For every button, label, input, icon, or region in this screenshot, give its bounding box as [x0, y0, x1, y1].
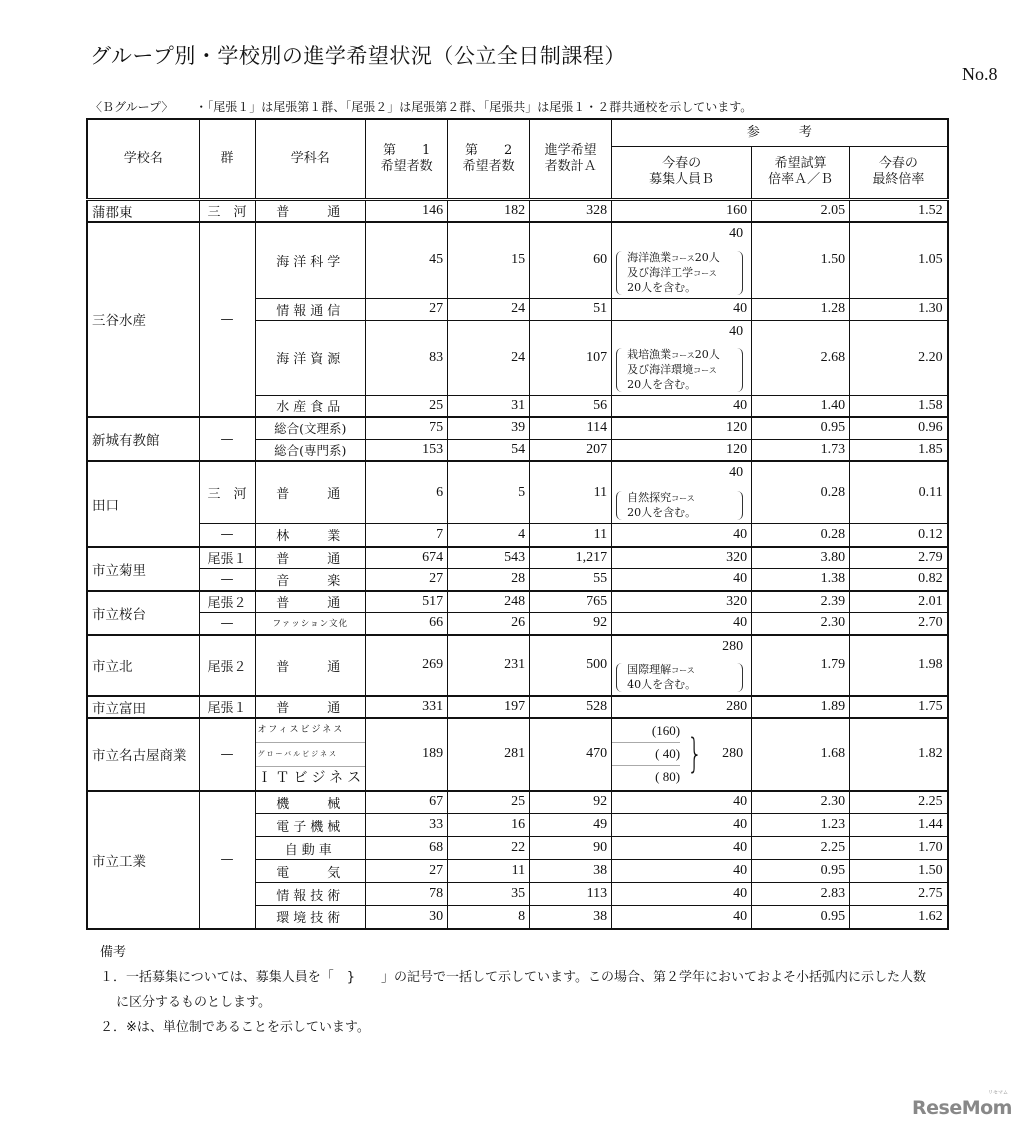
final-ratio: 2.20	[850, 320, 948, 395]
capacity: 40	[612, 860, 752, 883]
first-choice: 189	[366, 718, 448, 791]
brace-icon: }	[687, 731, 703, 777]
capacity	[612, 718, 752, 791]
capacity-value: 280	[722, 746, 744, 761]
capacity	[612, 222, 752, 299]
final-ratio: 2.25	[850, 791, 948, 814]
capacity: 320	[612, 547, 752, 569]
gun: —	[199, 613, 255, 635]
total: 38	[530, 906, 612, 929]
remark-item: ２．※は、単位制であることを示しています。	[100, 1020, 370, 1035]
dept: 普 通	[255, 591, 366, 613]
total: 114	[530, 417, 612, 439]
second-choice: 54	[448, 439, 530, 461]
total: 470	[530, 718, 612, 791]
dept: 自動車	[255, 837, 366, 860]
gun: 尾張２	[199, 635, 255, 696]
second-choice: 5	[448, 461, 530, 524]
second-choice: 11	[448, 860, 530, 883]
second-choice: 15	[448, 222, 530, 299]
header-second-choice	[448, 119, 530, 199]
table-row	[87, 547, 948, 569]
total: 11	[530, 461, 612, 524]
dept: 総合(専門系)	[255, 439, 366, 461]
first-choice: 27	[366, 569, 448, 591]
total: 107	[530, 320, 612, 395]
ratio: 1.38	[752, 569, 850, 591]
header-final-l1: 今春の	[878, 156, 918, 171]
total: 528	[530, 696, 612, 718]
dept: 総合(文理系)	[255, 417, 366, 439]
dept: 海洋資源	[255, 320, 366, 395]
total: 60	[530, 222, 612, 299]
school-name: 市立名古屋商業	[87, 718, 199, 791]
total: 56	[530, 395, 612, 417]
capacity	[612, 320, 752, 395]
gun: —	[199, 791, 255, 929]
table-row	[87, 569, 948, 591]
dept: 普 通	[255, 199, 366, 222]
first-choice: 30	[366, 906, 448, 929]
dept: 海洋科学	[255, 222, 366, 299]
header-capacity-l1: 今春の	[662, 156, 702, 171]
second-choice: 231	[448, 635, 530, 696]
group-header	[90, 98, 752, 115]
final-ratio: 2.75	[850, 883, 948, 906]
school-name: 市立桜台	[87, 591, 199, 635]
second-choice: 35	[448, 883, 530, 906]
second-choice: 26	[448, 613, 530, 635]
ratio: 2.30	[752, 791, 850, 814]
ratio: 2.25	[752, 837, 850, 860]
dept: 情報技術	[255, 883, 366, 906]
gun: —	[199, 417, 255, 461]
ratio: 2.39	[752, 591, 850, 613]
table-row	[87, 791, 948, 814]
header-ratio	[752, 146, 850, 199]
first-choice: 7	[366, 524, 448, 547]
header-final	[850, 146, 948, 199]
capacity-note: 国際理解コース 40人を含む。	[616, 663, 743, 692]
capacity: 320	[612, 591, 752, 613]
capacity: 160	[612, 199, 752, 222]
final-ratio: 0.12	[850, 524, 948, 547]
school-name: 市立菊里	[87, 547, 199, 591]
document-title: グループ別・学校別の進学希望状況（公立全日制課程）	[90, 44, 626, 68]
second-choice: 24	[448, 320, 530, 395]
gun: 尾張２	[199, 591, 255, 613]
table-row	[87, 591, 948, 613]
total: 11	[530, 524, 612, 547]
header-first-l2: 希望者数	[380, 158, 433, 174]
header-total-l1: 進学希望	[544, 142, 597, 158]
first-choice: 75	[366, 417, 448, 439]
capacity-value: 280	[722, 638, 744, 654]
table-row	[87, 461, 948, 524]
ratio: 2.68	[752, 320, 850, 395]
first-choice: 83	[366, 320, 448, 395]
dept-stack	[255, 718, 366, 791]
final-ratio: 1.75	[850, 696, 948, 718]
final-ratio: 1.52	[850, 199, 948, 222]
second-choice: 4	[448, 524, 530, 547]
final-ratio: 2.01	[850, 591, 948, 613]
capacity: 120	[612, 439, 752, 461]
capacity	[612, 635, 752, 696]
final-ratio: 1.62	[850, 906, 948, 929]
gun: 尾張１	[199, 547, 255, 569]
second-choice: 25	[448, 791, 530, 814]
capacity-value: 40	[729, 225, 744, 241]
header-capacity-l2: 募集人員Ｂ	[649, 172, 715, 187]
table-row	[87, 696, 948, 718]
ratio: 0.95	[752, 906, 850, 929]
capacity: 40	[612, 395, 752, 417]
dept: 電 気	[255, 860, 366, 883]
total: 92	[530, 791, 612, 814]
dept: 環境技術	[255, 906, 366, 929]
capacity-part: ( 80)	[655, 769, 681, 784]
dept: 機 械	[255, 791, 366, 814]
header-final-l2: 最終倍率	[872, 172, 925, 187]
first-choice: 68	[366, 837, 448, 860]
school-name: 田口	[87, 461, 199, 547]
ratio: 1.73	[752, 439, 850, 461]
gun: —	[199, 718, 255, 791]
header-first-choice	[366, 119, 448, 199]
second-choice: 28	[448, 569, 530, 591]
final-ratio: 1.85	[850, 439, 948, 461]
capacity: 40	[612, 569, 752, 591]
first-choice: 269	[366, 635, 448, 696]
capacity: 120	[612, 417, 752, 439]
total: 207	[530, 439, 612, 461]
dept: オフィスビジネス	[256, 719, 366, 743]
dept: 音 楽	[255, 569, 366, 591]
ratio: 0.95	[752, 860, 850, 883]
capacity: 40	[612, 883, 752, 906]
gun: —	[199, 569, 255, 591]
header-total-l2: 者数計Ａ	[544, 158, 597, 174]
total: 765	[530, 591, 612, 613]
first-choice: 6	[366, 461, 448, 524]
first-choice: 27	[366, 860, 448, 883]
capacity-note: 栽培漁業コース20人 及び海洋環境コース 20人を含む。	[616, 348, 743, 392]
final-ratio: 2.70	[850, 613, 948, 635]
table-row	[87, 199, 948, 222]
dept: 林 業	[255, 524, 366, 547]
dept: 電子機械	[255, 814, 366, 837]
capacity-note: 海洋漁業コース20人 及び海洋工学コース 20人を含む。	[616, 251, 743, 295]
final-ratio: 1.70	[850, 837, 948, 860]
final-ratio: 0.11	[850, 461, 948, 524]
header-ratio-l1: 希望試算	[774, 156, 827, 171]
capacity: 280	[612, 696, 752, 718]
second-choice: 182	[448, 199, 530, 222]
school-name: 市立工業	[87, 791, 199, 929]
first-choice: 67	[366, 791, 448, 814]
dept: グローバルビジネス	[256, 743, 366, 767]
school-name: 市立富田	[87, 696, 199, 718]
capacity-value: 40	[729, 323, 744, 339]
capacity: 40	[612, 524, 752, 547]
header-school: 学校名	[87, 119, 199, 199]
first-choice: 33	[366, 814, 448, 837]
capacity-part: (160)	[612, 720, 680, 743]
final-ratio: 1.30	[850, 298, 948, 320]
first-choice: 25	[366, 395, 448, 417]
resemom-logo: ReseMom	[912, 1097, 1012, 1119]
total: 328	[530, 199, 612, 222]
capacity-note: 自然探究コース 20人を含む。	[616, 491, 743, 520]
ratio: 1.28	[752, 298, 850, 320]
ratio: 3.80	[752, 547, 850, 569]
capacity: 40	[612, 906, 752, 929]
group-note: ・「尾張１」は尾張第１群、「尾張２」は尾張第２群、「尾張共」は尾張１・２群共通校を示しています。	[195, 100, 753, 114]
table-row	[87, 524, 948, 547]
capacity: 40	[612, 791, 752, 814]
capacity: 40	[612, 613, 752, 635]
dept: ファッション文化	[255, 613, 366, 635]
dept: 普 通	[255, 696, 366, 718]
dept: 普 通	[255, 461, 366, 524]
total: 92	[530, 613, 612, 635]
watermark-sub: リセマム	[988, 1090, 1008, 1096]
header-capacity	[612, 146, 752, 199]
first-choice: 331	[366, 696, 448, 718]
gun: 三 河	[199, 461, 255, 524]
dept: 普 通	[255, 547, 366, 569]
header-ratio-l2: 倍率Ａ／Ｂ	[768, 172, 834, 187]
gun: —	[199, 524, 255, 547]
first-choice: 78	[366, 883, 448, 906]
second-choice: 8	[448, 906, 530, 929]
final-ratio: 0.82	[850, 569, 948, 591]
capacity-part: ( 40)	[612, 743, 680, 766]
second-choice: 543	[448, 547, 530, 569]
remark-item: １．一括募集については、募集人員を「 } 」の記号で一括して示しています。この場合、第２学年においておよそ小括弧内に示した人数に区分するものとします。	[100, 970, 926, 1010]
dept: 水産食品	[255, 395, 366, 417]
ratio: 2.30	[752, 613, 850, 635]
final-ratio: 1.58	[850, 395, 948, 417]
page-number: No.8	[962, 64, 998, 84]
school-name: 三谷水産	[87, 222, 199, 418]
final-ratio: 1.50	[850, 860, 948, 883]
ratio: 1.89	[752, 696, 850, 718]
header-reference: 参 考	[612, 119, 948, 146]
header-second-l2: 希望者数	[462, 158, 515, 174]
first-choice: 674	[366, 547, 448, 569]
first-choice: 66	[366, 613, 448, 635]
dept: ＩＴビジネス	[257, 769, 366, 786]
header-gun: 群	[199, 119, 255, 199]
table-row	[87, 222, 948, 299]
dept: 普 通	[255, 635, 366, 696]
ratio: 1.79	[752, 635, 850, 696]
header-second-l1: 第 2	[464, 142, 513, 158]
first-choice: 45	[366, 222, 448, 299]
ratio: 2.05	[752, 199, 850, 222]
group-label: 〈Ｂグループ〉	[90, 100, 174, 114]
total: 90	[530, 837, 612, 860]
table-row	[87, 613, 948, 635]
remarks-heading: 備考	[100, 945, 127, 960]
final-ratio: 1.98	[850, 635, 948, 696]
ratio: 2.83	[752, 883, 850, 906]
total: 38	[530, 860, 612, 883]
ratio: 0.28	[752, 524, 850, 547]
ratio: 1.40	[752, 395, 850, 417]
capacity: 40	[612, 814, 752, 837]
first-choice: 146	[366, 199, 448, 222]
capacity: 40	[612, 298, 752, 320]
school-name: 市立北	[87, 635, 199, 696]
total: 51	[530, 298, 612, 320]
capacity: 40	[612, 837, 752, 860]
capacity	[612, 461, 752, 524]
total: 500	[530, 635, 612, 696]
final-ratio: 1.44	[850, 814, 948, 837]
second-choice: 197	[448, 696, 530, 718]
header-total	[530, 119, 612, 199]
total: 55	[530, 569, 612, 591]
school-name: 蒲郡東	[87, 199, 199, 222]
gun: 尾張１	[199, 696, 255, 718]
second-choice: 22	[448, 837, 530, 860]
ratio: 1.23	[752, 814, 850, 837]
final-ratio: 2.79	[850, 547, 948, 569]
ratio: 0.28	[752, 461, 850, 524]
remarks	[100, 940, 926, 1040]
second-choice: 31	[448, 395, 530, 417]
second-choice: 39	[448, 417, 530, 439]
first-choice: 517	[366, 591, 448, 613]
dept: 情報通信	[255, 298, 366, 320]
final-ratio: 1.82	[850, 718, 948, 791]
header-dept: 学科名	[255, 119, 366, 199]
header-first-l1: 第 1	[382, 142, 431, 158]
table-row	[87, 635, 948, 696]
school-name: 新城有教館	[87, 417, 199, 461]
gun: 三 河	[199, 199, 255, 222]
ratio: 0.95	[752, 417, 850, 439]
total: 1,217	[530, 547, 612, 569]
second-choice: 248	[448, 591, 530, 613]
final-ratio: 1.05	[850, 222, 948, 299]
final-ratio: 0.96	[850, 417, 948, 439]
second-choice: 24	[448, 298, 530, 320]
capacity-value: 40	[729, 465, 744, 480]
first-choice: 153	[366, 439, 448, 461]
second-choice: 16	[448, 814, 530, 837]
second-choice: 281	[448, 718, 530, 791]
admissions-table	[86, 118, 949, 930]
gun: —	[199, 222, 255, 418]
ratio: 1.68	[752, 718, 850, 791]
ratio: 1.50	[752, 222, 850, 299]
total: 49	[530, 814, 612, 837]
table-row	[87, 417, 948, 439]
table-row	[87, 718, 948, 791]
total: 113	[530, 883, 612, 906]
first-choice: 27	[366, 298, 448, 320]
